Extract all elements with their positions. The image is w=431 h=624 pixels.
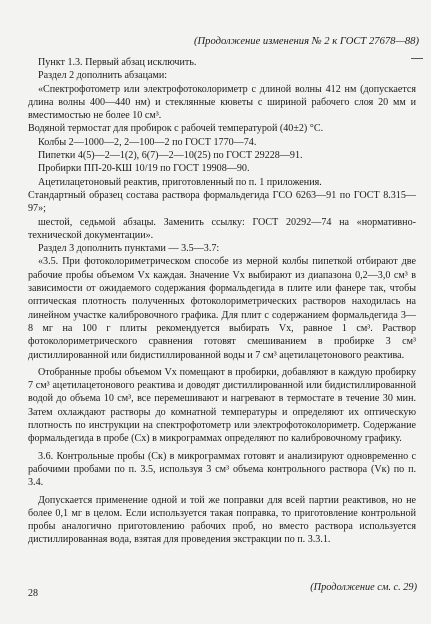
body-text: [28, 56, 416, 547]
paragraph: Отобранные пробы объемом Vx помещают в пробирки, добавляют в каждую пробирку 7 см³ ацетилацетонового реактива и доводят дистиллированной или бидистиллированной водой до объема 10 см³, все перемешивают и нагревают в термостате в течение 30 мин. Затем охлаждают растворы до комнатной температуры и определяют их оптическую плотность по инструкции на спектрофотометр или электрофотоколориметр. Содержание формальдегида в пробе (Сx) в микрограммах определяют по калибровочному графику.: [28, 366, 416, 445]
paragraph: Ацетилацетоновый реактив, приготовленный по п. 1 приложения.: [38, 176, 322, 188]
paragraph: «3.5. При фотоколориметрическом способе из мерной колбы пипеткой отбирают две рабочие пробы объемом Vx каждая. Значение Vx выбирают из диапазона 0,2—3,0 см³ в зависимости от ожидаемого содержания формальдегида в плите или фанере так, чтобы оптическая плотность полученных фотоколориметрических растворов находилась на линейном участке калибровочного графика. Для плит с содержанием формальдегида 3—8 мг на 100 г плиты рекомендуется выбирать Vx, равное 1 см³. Раствор фотоколориметрического сравнения готовят смешиванием в пробирке 3 см³ дистиллированной или бидистиллированной воды и 7 см³ ацетилацетонового реактива.: [28, 256, 416, 361]
paragraph: Раздел 2 дополнить абзацами:: [38, 70, 168, 82]
paragraph: шестой, седьмой абзацы. Заменить ссылку: ГОСТ 20292—74 на «нормативно-технической документации».: [28, 216, 416, 241]
paragraph: Пробирки ПП-20-КШ 10/19 по ГОСТ 19908—90.: [38, 163, 250, 175]
paragraph: 3.6. Контрольные пробы (Ск) в микрограммах готовят и анализируют одновременно с рабочими пробами по п. 3.5, используя 3 см³ объема контрольного раствора (Vк) по п. 3.4.: [28, 450, 416, 489]
page-number: 28: [28, 588, 38, 599]
paragraph: Раздел 3 дополнить пунктами — 3.5—3.7:: [38, 243, 220, 255]
paragraph: Допускается применение одной и той же поправки для всей партии реактивов, но не более 0,1 мг в целом. Если используется такая поправка, то приготовление контрольной пробы аналогично приготовлению рабочих проб, но вместо раствора используется дистиллированная вода, взятая для проведения экстракции по п. 3.3.1.: [28, 494, 416, 546]
paragraph: Водяной термостат для пробирок с рабочей температурой (40±2) °С.: [28, 123, 324, 135]
paragraph: «Спектрофотометр или электрофотоколориметр с длиной волны 412 нм (допускается длина волны 400—440 нм) и стеклянные кюветы с шириной рабочего слоя 20 мм и вместимостью не более 10 см³.: [28, 83, 416, 122]
paragraph: Колбы 2—1000—2, 2—100—2 по ГОСТ 1770—74.: [38, 136, 257, 148]
paragraph: Пункт 1.3. Первый абзац исключить.: [38, 57, 197, 68]
paragraph: Стандартный образец состава раствора формальдегида ГСО 6263—91 по ГОСТ 8.315—97»;: [28, 189, 416, 215]
paragraph: Пипетки 4(5)—2—1(2), 6(7)—2—10(25) по ГОСТ 29228—91.: [38, 150, 303, 162]
continuation-note: (Продолжение см. с. 29): [310, 582, 417, 593]
page-header: (Продолжение изменения № 2 к ГОСТ 27678—88): [193, 36, 419, 47]
